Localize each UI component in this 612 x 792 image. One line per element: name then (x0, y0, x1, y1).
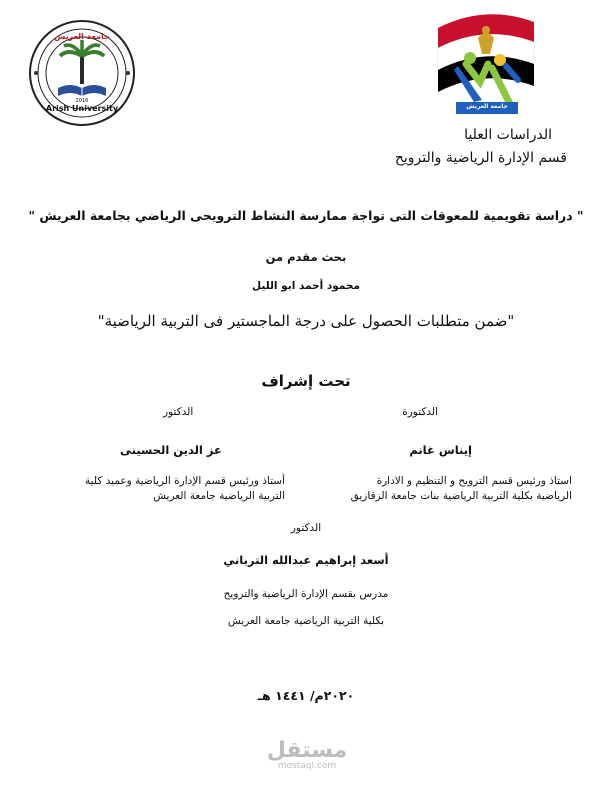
supervisor-3-name: أسعد إبراهيم عبدالله الترباني (223, 553, 389, 567)
supervisor-3-title: الدكتور (290, 522, 322, 534)
faculty-logo (430, 8, 540, 123)
watermark-brand: مستقل (266, 738, 348, 763)
supervisor-2-name: عز الدين الحسينى (120, 443, 222, 457)
logo-arabic-label: جامعة العريش (54, 32, 110, 41)
submitted-by-label: بحث مقدم من (265, 250, 347, 264)
thesis-title: " دراسة تقويمية للمعوقات التى تواجة ممارسة النشاط الترويحى الرياضي بجامعة العريش " (28, 208, 584, 223)
supervisor-2-title: الدكتور (163, 406, 194, 418)
supervisor-1-title: الدكتورة (402, 406, 438, 418)
logo-year: 2016 (75, 98, 89, 104)
degree-requirement: "ضمن متطلبات الحصول على درجة الماجستير فى التربية الرياضية" (97, 312, 515, 330)
department-heading: الدراسات العليا (464, 127, 552, 143)
supervisor-2-description: أستاذ ورئيس قسم الإدارة الرياضية وعميد كلية التربية الرياضية جامعة العريش (85, 475, 285, 502)
watermark-url: mostaql.com (277, 761, 337, 771)
supervision-heading: تحت إشراف (261, 372, 351, 390)
logo-right-label: جامعة العريش (466, 103, 508, 110)
supervisor-3-description-line1: مدرس بقسم الإدارة الرياضية والترويح (223, 588, 389, 600)
logo-english-label: Arish University (45, 104, 119, 113)
supervisor-1-description: استاذ ورئيس قسم الترويح و التنظيم و الادارة الرياضية بكلية التربية الرياضية بنات جامعة الزقازيق (350, 475, 572, 502)
department-subheading: قسم الإدارة الرياضية والترويح (394, 150, 567, 166)
mostaql-watermark (262, 738, 352, 786)
arish-university-logo (22, 18, 142, 128)
date: ٢٠٢٠م/ ١٤٤١ هـ (257, 688, 355, 703)
supervisor-3-description-line2: بكلية التربية الرياضية جامعة العريش (227, 615, 385, 627)
supervisor-1-name: إيناس غانم (409, 443, 472, 457)
author-name: محمود أحمد ابو الليل (252, 280, 360, 292)
